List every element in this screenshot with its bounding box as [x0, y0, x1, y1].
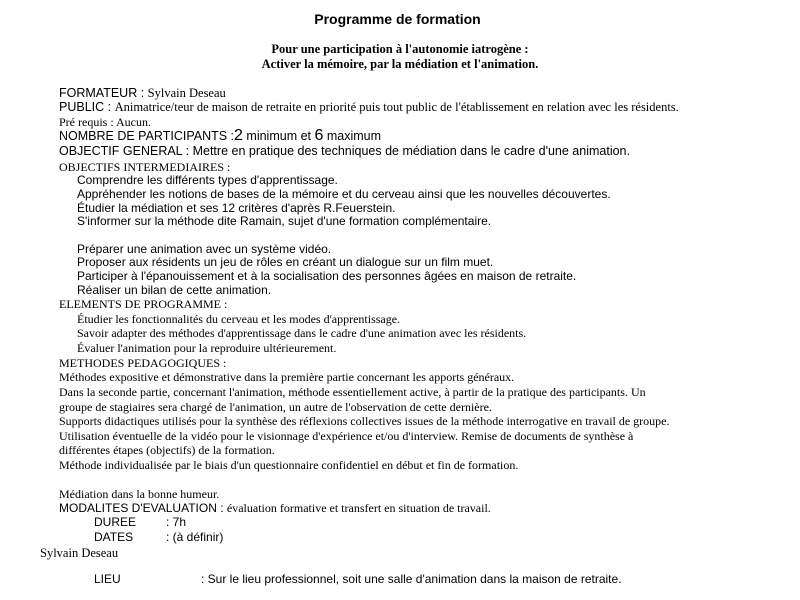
- duree-row: [94, 516, 186, 528]
- public-row: [59, 101, 679, 114]
- objectif-item: Appréhender les notions de bases de la mémoire et du cerveau ainsi que les nouvelles découvertes.: [77, 187, 611, 201]
- objectif-item: Étudier la médiation et ses 12 critères d'après R.Feuerstein.: [77, 201, 396, 215]
- methodes-line: Dans la seconde partie, concernant l'animation, méthode essentiellement active, à partir de la pratique des participants. Un: [59, 385, 646, 399]
- signature-text: Sylvain Deseau: [40, 546, 119, 560]
- objectif-general-sep: :: [182, 144, 193, 158]
- modalites-row: [59, 502, 491, 514]
- formateur-sep: :: [137, 86, 148, 100]
- methodes-line: Méthodes expositive et démonstrative dans la première partie concernant les apports généraux.: [59, 370, 515, 384]
- objectif-item: Participer à l'épanouissement et à la socialisation des personnes âgées en maison de retraite.: [77, 269, 577, 283]
- public-value: Animatrice/teur de maison de retraite en priorité puis tout public de l'établissement en relation avec les résidents.: [114, 100, 679, 114]
- objectif-item: Préparer une animation avec un système vidéo.: [77, 242, 332, 256]
- methodes-line: groupe de stagiaires sera chargé de l'animation, un autre de l'observation de cette dernière.: [59, 400, 492, 414]
- lieu-row: [94, 573, 622, 585]
- subtitle-line-1: Pour une participation à l'autonomie iatrogène :: [271, 42, 529, 56]
- programme-item: Savoir adapter des méthodes d'apprentissage dans le cadre d'une animation avec les résidents.: [77, 326, 527, 340]
- participants-min-text: minimum et: [242, 129, 315, 143]
- modalites-value: évaluation formative et transfert en situation de travail.: [226, 501, 491, 515]
- objectif-general-value: Mettre en pratique des techniques de médiation dans le cadre d'une animation.: [192, 144, 630, 158]
- objectif-item: Proposer aux résidents un jeu de rôles en créant un dialogue sur un film muet.: [77, 255, 494, 269]
- methodes-line: Utilisation éventuelle de la vidéo pour le visionnage d'expérience et/ou d'interview. Remise de documents de synthèse à: [59, 429, 634, 443]
- prerequis-line: Pré requis : Aucun.: [59, 115, 151, 129]
- participants-min: 2: [234, 127, 243, 144]
- participants-max-text: maximum: [323, 129, 382, 143]
- dates-row: [94, 531, 223, 543]
- programme-item: Étudier les fonctionnalités du cerveau et les modes d'apprentissage.: [77, 312, 401, 326]
- modalites-label: MODALITES D'EVALUATION: [59, 501, 217, 515]
- objectif-general-label: OBJECTIF GENERAL: [59, 144, 183, 158]
- methodes-line: Méthode individualisée par le biais d'un questionnaire confidentiel en début et fin de formation.: [59, 458, 519, 472]
- lieu-label: LIEU: [94, 572, 121, 586]
- lieu-value: : Sur le lieu professionnel, soit une salle d'animation dans la maison de retraite.: [201, 572, 622, 586]
- elements-programme-heading: ELEMENTS DE PROGRAMME :: [59, 297, 228, 311]
- dates-label: DATES: [94, 530, 134, 544]
- objectif-item: Réaliser un bilan de cette animation.: [77, 283, 272, 297]
- participants-label: NOMBRE DE PARTICIPANTS :: [59, 129, 235, 143]
- duree-label: DUREE: [94, 515, 137, 529]
- modalites-sep: :: [216, 501, 227, 515]
- formateur-value: Sylvain Deseau: [147, 86, 226, 100]
- formateur-row: [59, 87, 226, 100]
- formateur-label: FORMATEUR: [59, 86, 138, 100]
- objectifs-intermediaires-heading: OBJECTIFS INTERMEDIAIRES :: [59, 160, 231, 174]
- public-label: PUBLIC: [59, 100, 105, 114]
- methodes-heading: METHODES PEDAGOGIQUES :: [59, 356, 227, 370]
- document-title: Programme de formation: [314, 11, 481, 27]
- methodes-line: différentes étapes (objectifs) de la formation.: [59, 443, 275, 457]
- duree-value: : 7h: [166, 515, 187, 529]
- objectif-general-row: [59, 145, 630, 158]
- participants-max: 6: [314, 127, 324, 144]
- public-sep: :: [104, 100, 115, 114]
- participants-row: [59, 128, 381, 144]
- objectif-item: Comprendre les différents types d'apprentissage.: [77, 173, 338, 187]
- methodes-line: Supports didactiques utilisés pour la synthèse des réflexions collectives issues de la méthode interrogative en travail de groupe.: [59, 414, 670, 428]
- dates-value: : (à définir): [166, 530, 224, 544]
- objectif-item: S'informer sur la méthode dite Ramain, sujet d'une formation complémentaire.: [77, 214, 492, 228]
- mediation-line: Médiation dans la bonne humeur.: [59, 487, 220, 501]
- subtitle-line-2: Activer la mémoire, par la médiation et l'animation.: [261, 57, 539, 71]
- programme-item: Évaluer l'animation pour la reproduire ultérieurement.: [77, 341, 337, 355]
